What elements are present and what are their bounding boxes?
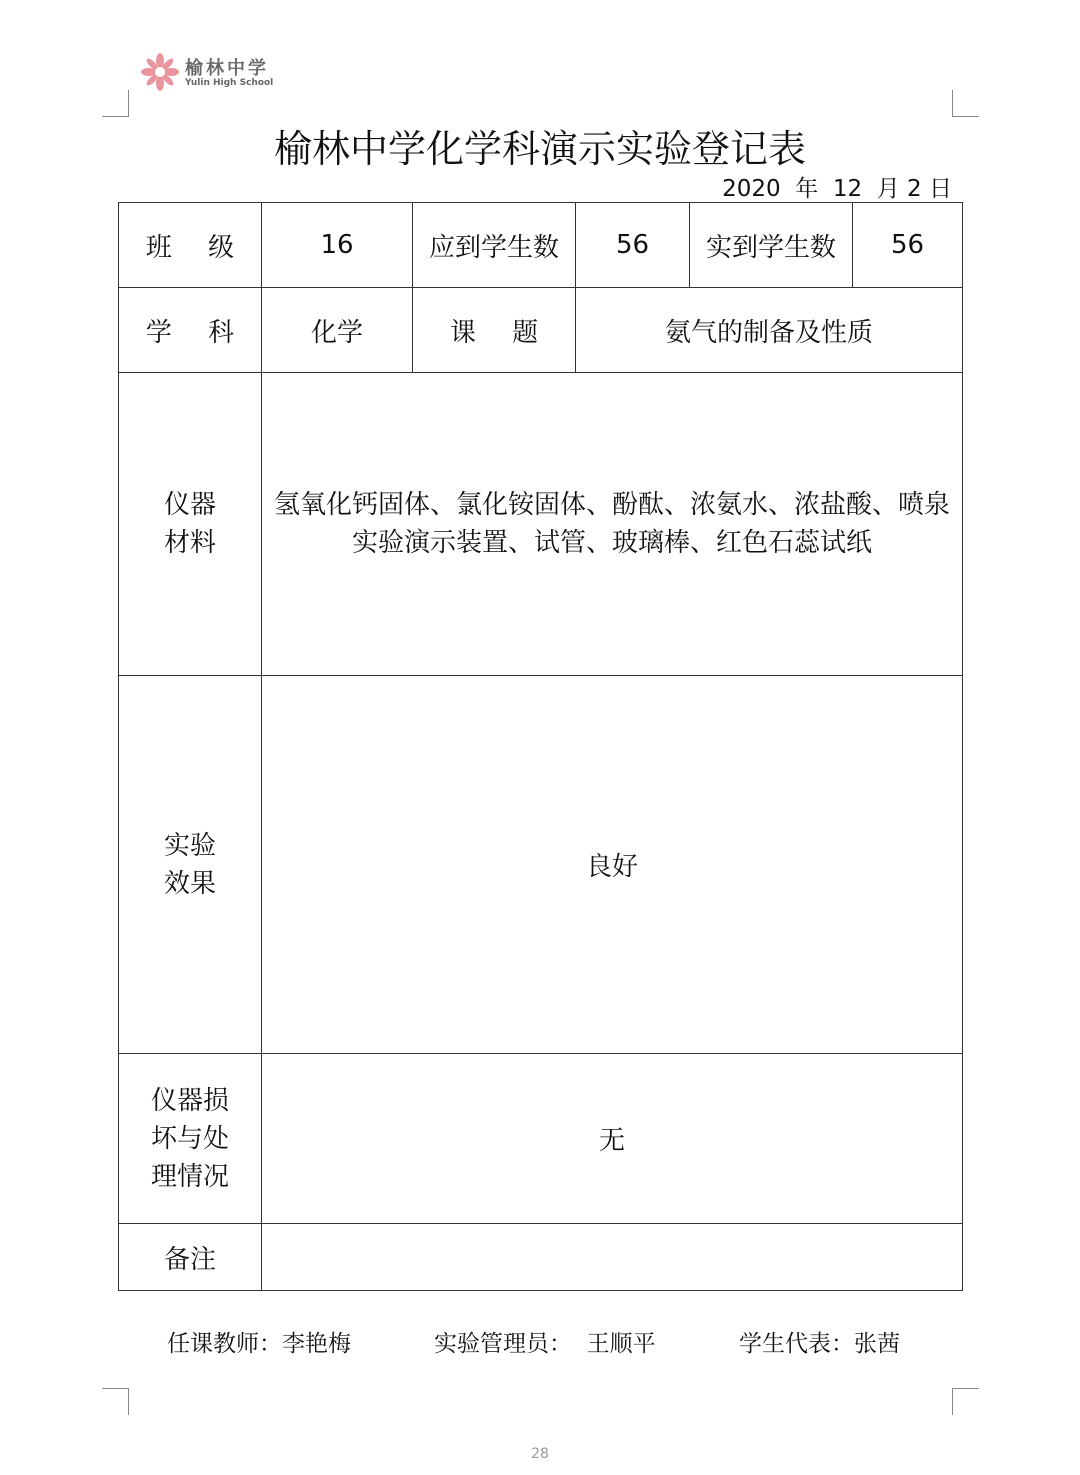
manager-signature: 实验管理员： 王顺平 — [434, 1331, 656, 1357]
actual-students-label: 实到学生数 — [690, 203, 853, 288]
materials-value: 氢氧化钙固体、氯化铵固体、酚酞、浓氨水、浓盐酸、喷泉实验演示装置、试管、玻璃棒、红色石蕊试纸 — [262, 373, 963, 676]
subject-label: 学 科 — [119, 288, 262, 373]
table-row — [119, 203, 963, 288]
subject-value: 化学 — [262, 288, 413, 373]
page-number: 28 — [531, 1446, 549, 1462]
table-row — [119, 1054, 963, 1224]
crop-mark-bottom-left — [102, 1388, 129, 1415]
topic-label: 课 题 — [413, 288, 576, 373]
registration-table — [118, 202, 963, 1291]
teacher-signature: 任课教师：李艳梅 — [167, 1331, 351, 1357]
effect-value: 良好 — [262, 676, 963, 1054]
crop-mark-top-left — [102, 90, 129, 117]
crop-mark-top-right — [952, 90, 979, 117]
effect-label: 实验 效果 — [119, 676, 262, 1054]
remarks-value — [262, 1224, 963, 1291]
class-label: 班 级 — [119, 203, 262, 288]
table-row — [119, 1224, 963, 1291]
logo-name-en: Yulin High School — [185, 78, 274, 88]
expected-students-value: 56 — [576, 203, 690, 288]
crop-mark-bottom-right — [952, 1388, 979, 1415]
remarks-label: 备注 — [119, 1224, 262, 1291]
table-row — [119, 676, 963, 1054]
actual-students-value: 56 — [853, 203, 963, 288]
logo-name-cn: 榆林中学 — [185, 58, 269, 79]
table-row — [119, 373, 963, 676]
materials-label: 仪器 材料 — [119, 373, 262, 676]
student-signature: 学生代表：张茜 — [739, 1331, 900, 1357]
form-date: 2020 年 12 月 2 日 — [722, 176, 952, 202]
damage-label: 仪器损 坏与处 理情况 — [119, 1054, 262, 1224]
table-row — [119, 288, 963, 373]
class-value: 16 — [262, 203, 413, 288]
expected-students-label: 应到学生数 — [413, 203, 576, 288]
damage-value: 无 — [262, 1054, 963, 1224]
topic-value: 氨气的制备及性质 — [576, 288, 963, 373]
form-title: 榆林中学化学科演示实验登记表 — [273, 127, 806, 171]
flower-logo-icon — [140, 52, 180, 92]
